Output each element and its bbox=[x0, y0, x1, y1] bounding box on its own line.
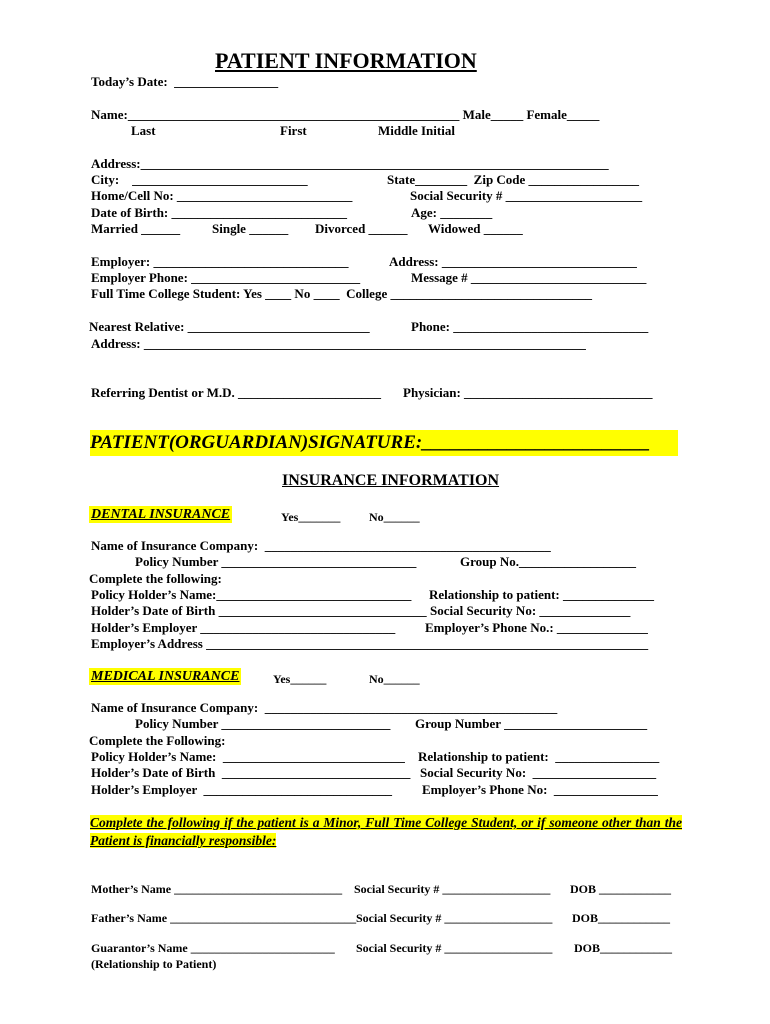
name-first-label: First bbox=[280, 123, 307, 138]
home-cell-field[interactable]: Home/Cell No: ___________________________ bbox=[91, 188, 353, 203]
referring-dentist-field[interactable]: Referring Dentist or M.D. ______________________ bbox=[91, 385, 382, 400]
medical-yes-field[interactable]: Yes______ bbox=[273, 672, 327, 686]
medical-holder-employer-field[interactable]: Holder’s Employer _____________________________ bbox=[91, 782, 393, 797]
insurance-information-heading: INSURANCE INFORMATION bbox=[282, 472, 500, 489]
page-title: PATIENT INFORMATION bbox=[215, 48, 477, 73]
relative-phone-field[interactable]: Phone: ______________________________ bbox=[411, 319, 649, 334]
employer-phone-field[interactable]: Employer Phone: __________________________ bbox=[91, 270, 361, 285]
father-name-field[interactable]: Father’s Name _______________________________ bbox=[91, 911, 357, 925]
father-ssn-field[interactable]: Social Security # __________________ bbox=[356, 911, 553, 925]
father-dob-field[interactable]: DOB____________ bbox=[572, 911, 671, 925]
guarantor-name-field[interactable]: Guarantor’s Name ________________________ bbox=[91, 941, 335, 955]
guarantor-relationship-label: (Relationship to Patient) bbox=[91, 957, 217, 971]
dental-employer-phone-field[interactable]: Employer’s Phone No.: ______________ bbox=[425, 620, 648, 635]
dental-complete-label: Complete the following: bbox=[89, 571, 222, 586]
guarantor-dob-field[interactable]: DOB____________ bbox=[574, 941, 673, 955]
dental-relationship-field[interactable]: Relationship to patient: ______________ bbox=[429, 587, 654, 602]
medical-group-field[interactable]: Group Number ______________________ bbox=[415, 716, 648, 731]
employer-field[interactable]: Employer: ______________________________ bbox=[91, 254, 349, 269]
dental-policy-field[interactable]: Policy Number ______________________________ bbox=[135, 554, 417, 569]
medical-policy-field[interactable]: Policy Number __________________________ bbox=[135, 716, 391, 731]
dental-company-field[interactable]: Name of Insurance Company: ____________________________________________ bbox=[91, 538, 551, 553]
mother-ssn-field[interactable]: Social Security # __________________ bbox=[354, 882, 551, 896]
college-student-field[interactable]: Full Time College Student: Yes ____ No ____ College _______________________________ bbox=[91, 286, 592, 301]
name-gender-field[interactable]: Name:___________________________________________________ Male_____ Female_____ bbox=[91, 107, 600, 122]
guarantor-ssn-field[interactable]: Social Security # __________________ bbox=[356, 941, 553, 955]
mother-dob-field[interactable]: DOB ____________ bbox=[570, 882, 672, 896]
married-field[interactable]: Married ______ bbox=[91, 221, 181, 236]
dental-employer-address-field[interactable]: Employer’s Address ____________________________________________________________________ bbox=[91, 636, 649, 651]
message-field[interactable]: Message # ___________________________ bbox=[411, 270, 647, 285]
todays-date-field[interactable]: Today’s Date: ________________ bbox=[91, 74, 279, 89]
city-field[interactable]: City: ___________________________ bbox=[91, 172, 308, 187]
dental-no-field[interactable]: No______ bbox=[369, 510, 420, 524]
responsible-party-note bbox=[90, 814, 682, 850]
single-field[interactable]: Single ______ bbox=[212, 221, 289, 236]
dental-insurance-heading: DENTAL INSURANCE bbox=[91, 507, 231, 522]
dob-field[interactable]: Date of Birth: ___________________________ bbox=[91, 205, 348, 220]
age-field[interactable]: Age: ________ bbox=[411, 205, 493, 220]
medical-holder-dob-field[interactable]: Holder’s Date of Birth _____________________________ bbox=[91, 765, 411, 780]
responsible-party-note-text: Complete the following if the patient is a Minor, Full Time College Student, or if someone other than the Patient is financially responsible: bbox=[90, 815, 682, 848]
ssn-field[interactable]: Social Security # _____________________ bbox=[410, 188, 643, 203]
medical-holder-ssn-field[interactable]: Social Security No: ___________________ bbox=[420, 765, 657, 780]
mother-name-field[interactable]: Mother’s Name ____________________________ bbox=[91, 882, 343, 896]
dental-holder-employer-field[interactable]: Holder’s Employer ______________________________ bbox=[91, 620, 396, 635]
divorced-field[interactable]: Divorced ______ bbox=[315, 221, 408, 236]
medical-complete-label: Complete the Following: bbox=[89, 733, 226, 748]
medical-insurance-heading: MEDICAL INSURANCE bbox=[91, 669, 240, 684]
name-last-label: Last bbox=[131, 123, 156, 138]
dental-group-field[interactable]: Group No.__________________ bbox=[460, 554, 636, 569]
relative-address-field[interactable]: Address: ____________________________________________________________________ bbox=[91, 336, 586, 351]
dental-holder-name-field[interactable]: Policy Holder’s Name:______________________________ bbox=[91, 587, 412, 602]
name-middle-label: Middle Initial bbox=[378, 123, 455, 138]
medical-no-field[interactable]: No______ bbox=[369, 672, 420, 686]
physician-field[interactable]: Physician: _____________________________ bbox=[403, 385, 653, 400]
dental-yes-field[interactable]: Yes_______ bbox=[281, 510, 341, 524]
state-zip-field[interactable]: State________ Zip Code _________________ bbox=[387, 172, 640, 187]
medical-holder-name-field[interactable]: Policy Holder’s Name: ____________________________ bbox=[91, 749, 405, 764]
widowed-field[interactable]: Widowed ______ bbox=[428, 221, 523, 236]
medical-company-field[interactable]: Name of Insurance Company: _____________________________________________ bbox=[91, 700, 558, 715]
medical-relationship-field[interactable]: Relationship to patient: ________________ bbox=[418, 749, 660, 764]
dental-holder-ssn-field[interactable]: Social Security No: ______________ bbox=[430, 603, 631, 618]
nearest-relative-field[interactable]: Nearest Relative: ____________________________ bbox=[89, 319, 370, 334]
dental-holder-dob-field[interactable]: Holder’s Date of Birth ________________________________ bbox=[91, 603, 427, 618]
medical-employer-phone-field[interactable]: Employer’s Phone No: ________________ bbox=[422, 782, 658, 797]
patient-signature-field[interactable]: PATIENT(ORGUARDIAN)SIGNATURE:________________________ bbox=[90, 430, 678, 456]
address-field[interactable]: Address:________________________________________________________________________ bbox=[91, 156, 609, 171]
employer-address-field[interactable]: Address: ______________________________ bbox=[389, 254, 637, 269]
